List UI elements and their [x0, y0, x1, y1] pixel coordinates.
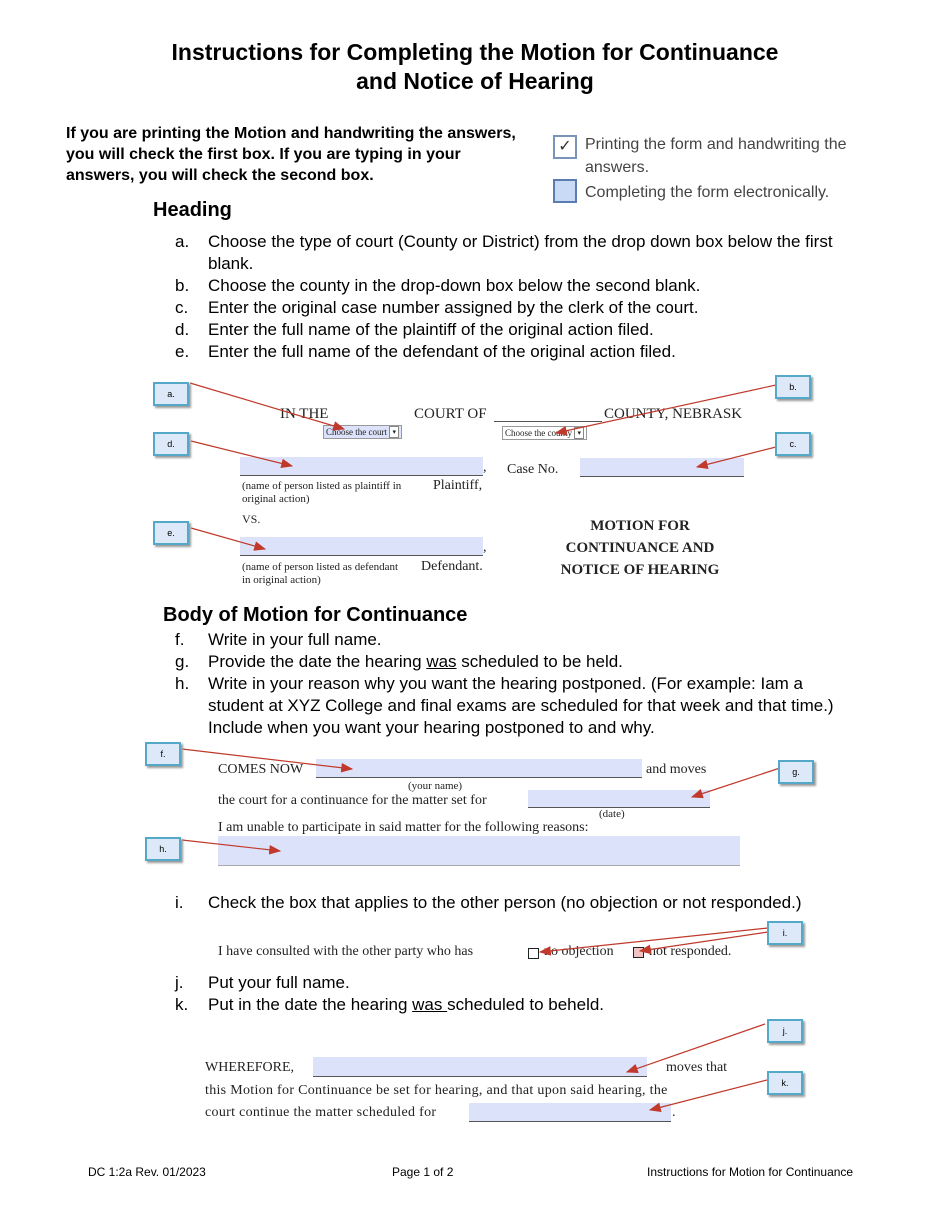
wherefore-line-3: court continue the matter scheduled for — [205, 1105, 437, 1120]
callout-f: f. — [145, 742, 181, 766]
item-label: i. — [175, 893, 184, 912]
callout-k: k. — [767, 1071, 803, 1095]
motion-title-line: CONTINUANCE AND — [565, 540, 715, 556]
plaintiff-caption: (name of person listed as plaintiff in original action) — [242, 480, 402, 505]
footer-doc-title: Instructions for Motion for Continuance — [647, 1165, 854, 1179]
item-text: Enter the full name of the defendant of the original action filed. — [208, 342, 676, 361]
motion-title-line: NOTICE OF HEARING — [560, 562, 720, 578]
heading-section-title: Heading — [153, 199, 232, 221]
arrow-k — [650, 1080, 767, 1110]
item-text: Enter the original case number assigned by the clerk of the court. — [208, 298, 699, 317]
title-line-1: Instructions for Completing the Motion for Continuance — [171, 39, 779, 65]
underlined-text: was — [412, 995, 448, 1014]
arrow-b — [556, 385, 776, 433]
body-section-title: Body of Motion for Continuance — [163, 604, 468, 626]
plaintiff-label: Plaintiff, — [433, 478, 483, 493]
case-no-label: Case No. — [507, 462, 559, 477]
defendant-label: Defendant. — [421, 559, 483, 574]
chevron-down-icon: ▾ — [574, 427, 584, 439]
callout-i: i. — [767, 921, 803, 945]
wherefore-line-2: this Motion for Continuance be set for hearing, and that upon said hearing, the — [205, 1083, 668, 1098]
court-for-text: the court for a continuance for the matter set for — [218, 793, 487, 808]
callout-c: c. — [775, 432, 811, 456]
arrow-a — [190, 383, 344, 429]
underlined-text: was — [426, 652, 457, 671]
and-moves-text: and moves — [646, 762, 707, 777]
period: . — [672, 1105, 676, 1120]
item-label: c. — [175, 298, 189, 317]
moves-that-text: moves that — [666, 1060, 728, 1075]
item-label: e. — [175, 342, 190, 361]
check-icon: ✓ — [558, 138, 572, 155]
date-caption: (date) — [599, 808, 625, 820]
no-objection-label: no objection — [544, 944, 614, 959]
text-part: Put in the date the hearing — [208, 995, 413, 1014]
item-label: d. — [175, 320, 190, 339]
chevron-down-icon: ▾ — [389, 426, 399, 438]
text-part: Provide the date the hearing — [208, 652, 427, 671]
comma: , — [483, 540, 487, 555]
arrow-c — [697, 447, 776, 467]
motion-title-line: MOTION FOR — [590, 518, 690, 534]
item-text: Write in your full name. — [208, 630, 382, 649]
item-label: k. — [175, 995, 189, 1014]
item-label: f. — [175, 630, 185, 649]
county-nebraska-text: COUNTY, NEBRASK — [604, 406, 743, 422]
unable-text: I am unable to participate in said matter for the following reasons: — [218, 820, 589, 835]
wherefore-text: WHEREFORE, — [205, 1060, 295, 1075]
footer-page-number: Page 1 of 2 — [392, 1165, 454, 1179]
court-dropdown-value: Choose the court — [326, 427, 387, 437]
callout-b: b. — [775, 375, 811, 399]
intro-text: If you are printing the Motion and handwriting the answers, you will check the first box. If you are typing in your answers, you will check the second box. — [66, 125, 516, 184]
county-dropdown-value: Choose the county — [505, 428, 572, 438]
callout-e: e. — [153, 521, 189, 545]
item-label: g. — [175, 652, 190, 671]
text-part: scheduled to beheld. — [447, 995, 605, 1014]
item-text: Put your full name. — [208, 973, 350, 992]
callout-g: g. — [778, 760, 814, 784]
arrow-g — [692, 768, 780, 797]
item-label: a. — [175, 232, 190, 251]
callout-h: h. — [145, 837, 181, 861]
arrow-e — [191, 528, 265, 549]
comma: , — [483, 460, 487, 475]
item-label: h. — [175, 674, 190, 693]
print-option-label: Printing the form and handwriting the answers. — [585, 136, 847, 176]
arrow-j — [627, 1024, 765, 1072]
item-text: Choose the type of court (County or District) from the drop down box below the first blank. — [208, 232, 833, 273]
item-label: b. — [175, 276, 190, 295]
text-part: scheduled to be held. — [456, 652, 623, 671]
footer-form-code: DC 1:2a Rev. 01/2023 — [88, 1165, 206, 1179]
item-text: Choose the county in the drop-down box below the second blank. — [208, 276, 701, 295]
arrow-h — [182, 840, 280, 851]
vs-text: VS. — [242, 512, 261, 526]
consult-text: I have consulted with the other party who has — [218, 944, 474, 959]
in-the-text: IN THE — [280, 406, 329, 422]
comes-now-text: COMES NOW — [218, 762, 304, 777]
callout-d: d. — [153, 432, 189, 456]
callout-a: a. — [153, 382, 189, 406]
electronic-option-label: Completing the form electronically. — [585, 184, 830, 201]
title-line-2: and Notice of Hearing — [356, 68, 594, 94]
item-text: Enter the full name of the plaintiff of the original action filed. — [208, 320, 654, 339]
item-label: j. — [175, 973, 184, 992]
defendant-caption: (name of person listed as defendant in original action) — [242, 561, 399, 586]
your-name-caption: (your name) — [408, 780, 463, 792]
arrow-f — [182, 749, 352, 769]
callout-j: j. — [767, 1019, 803, 1043]
item-text: Write in your reason why you want the hearing postponed. (For example: Iam a student at XYZ College and final exams are scheduled for that week and that time.) Include when you want your hearing postponed to and why. — [208, 674, 834, 737]
not-responded-label: not responded. — [649, 944, 732, 959]
arrow-d — [191, 441, 292, 466]
item-text: Check the box that applies to the other person (no objection or not responded.) — [208, 893, 802, 912]
court-of-text: COURT OF — [414, 406, 487, 422]
